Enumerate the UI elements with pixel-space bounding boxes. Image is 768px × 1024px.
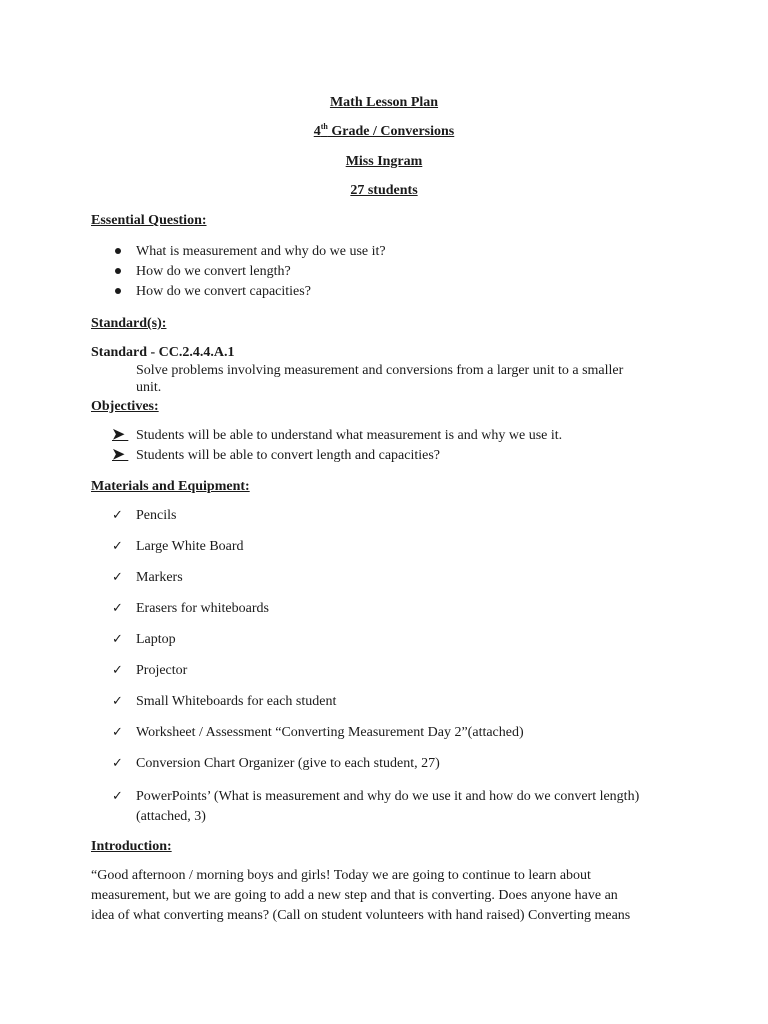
material-item: PowerPoints’ (What is measurement and why do we use it and how do we convert length) <box>136 789 640 804</box>
material-item: Small Whiteboards for each student <box>136 694 337 709</box>
material-item: Erasers for whiteboards <box>136 601 269 616</box>
arrow-bullet-icon: ➤ <box>112 447 129 463</box>
bullet-icon <box>115 288 121 294</box>
checkmark-icon: ✓ <box>112 632 123 647</box>
lesson-title: Math Lesson Plan <box>329 95 439 110</box>
introduction-paragraph-line: measurement, but we are going to add a new step and that is converting. Does anyone have an <box>91 888 618 903</box>
standard-code: Standard - CC.2.4.4.A.1 <box>91 345 235 360</box>
material-item: Worksheet / Assessment “Converting Measurement Day 2”(attached) <box>136 725 524 740</box>
essential-question-heading: Essential Question: <box>91 213 207 228</box>
introduction-paragraph-line: idea of what converting means? (Call on student volunteers with hand raised) Converting means <box>91 908 631 923</box>
checkmark-icon: ✓ <box>112 570 123 585</box>
teacher-name: Miss Ingram <box>345 154 423 169</box>
material-item-cont: (attached, 3) <box>136 809 206 824</box>
grade-subject-text: Grade / Conversions <box>327 124 455 139</box>
material-item: Laptop <box>136 632 176 647</box>
list-item: How do we convert capacities? <box>136 284 311 299</box>
bullet-icon <box>115 248 121 254</box>
checkmark-icon: ✓ <box>112 694 123 709</box>
introduction-heading: Introduction: <box>91 839 172 854</box>
material-item: Markers <box>136 570 183 585</box>
objective-item: Students will be able to understand what measurement is and why we use it. <box>136 428 563 443</box>
standard-description-cont: unit. <box>136 380 162 395</box>
introduction-paragraph-line: “Good afternoon / morning boys and girls! Today we are going to continue to learn about <box>91 868 591 883</box>
bullet-icon <box>115 268 121 274</box>
grade-number: 4 <box>313 124 321 139</box>
arrow-bullet-icon: ➤ <box>112 427 129 443</box>
objectives-heading: Objectives: <box>91 399 159 414</box>
checkmark-icon: ✓ <box>112 601 123 616</box>
student-count: 27 students <box>350 183 418 198</box>
grade-superscript: th <box>320 122 328 131</box>
checkmark-icon: ✓ <box>112 756 123 771</box>
list-item: What is measurement and why do we use it? <box>136 244 386 259</box>
standard-description: Solve problems involving measurement and conversions from a larger unit to a smaller <box>136 363 624 378</box>
checkmark-icon: ✓ <box>112 789 123 804</box>
checkmark-icon: ✓ <box>112 725 123 740</box>
material-item: Projector <box>136 663 188 678</box>
objective-item: Students will be able to convert length and capacities? <box>136 448 441 463</box>
checkmark-icon: ✓ <box>112 508 123 523</box>
grade-subject <box>0 123 768 141</box>
material-item: Large White Board <box>136 539 244 554</box>
material-item: Conversion Chart Organizer (give to each student, 27) <box>136 756 440 771</box>
checkmark-icon: ✓ <box>112 663 123 678</box>
materials-heading: Materials and Equipment: <box>91 479 250 494</box>
list-item: How do we convert length? <box>136 264 291 279</box>
standards-heading: Standard(s): <box>91 316 167 331</box>
checkmark-icon: ✓ <box>112 539 123 554</box>
material-item: Pencils <box>136 508 177 523</box>
